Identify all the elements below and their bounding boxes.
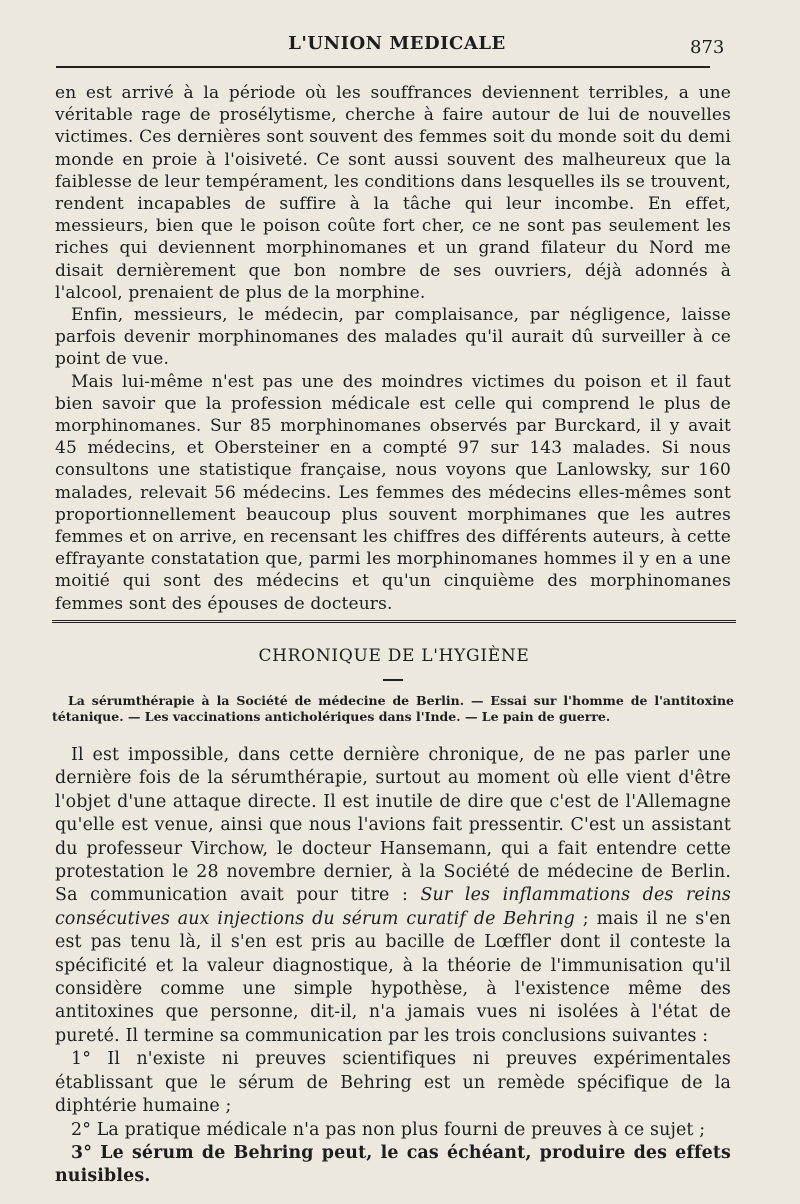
- section-summary: La sérumthérapie à la Société de médecine de Berlin. — Essai sur l'homme de l'antitoxine tétanique. — Les vaccinations anticholériques dans l'Inde. — Le pain de guerre.: [52, 693, 734, 724]
- chronicle-body: [55, 744, 731, 1189]
- paragraph-serumtherapy-rest: ; mais il ne s'en est pas tenu là, il s'en est pris au bacille de Lœffler dont il conteste la spécificité et la valeur diagnostique, à la théorie de l'immunisation qu'il considère comme une simple hypothèse, à l'existence même des antitoxines que personne, dit-il, n'a jamais vues ni isolées à l'état de pureté. Il termine sa communication par les trois conclusions suivantes :: [55, 908, 731, 1046]
- page-number: 873: [690, 37, 725, 58]
- paragraph-serumtherapy-intro: Il est impossible, dans cette dernière chronique, de ne pas parler une dernière fois de la sérumthérapie, surtout au moment où elle vient d'être l'objet d'une attaque directe. Il est inutile de dire que c'est de l'Allemagne qu'elle est venue, ainsi que nous l'avions fait pressentir. C'est un assistant du professeur Virchow, le docteur Hansemann, qui a fait entendre cette protestation le 28 novembre dernier, à la Société de médecine de Berlin. Sa communication avait pour titre :: [55, 745, 731, 906]
- section-title: CHRONIQUE DE L'HYGIÈNE: [258, 646, 530, 666]
- title-dash: [383, 679, 403, 681]
- paragraph-proselytism: en est arrivé à la période où les souffrances deviennent terribles, a une véritable rage de prosélytisme, cherche à faire autour de lui de nouvelles victimes. Ces dernières sont souvent des femmes soit du monde soit du demi monde en proie à l'oisiveté. Ce sont aussi souvent des malheureux que la faiblesse de leur tempérament, les conditions dans lesquelles ils se trouvent, rendent incapables de suffire à la tâche qui leur incombe. En effet, messieurs, bien que le poison coûte fort cher, ce ne sont pas seulement les riches qui deviennent morphinomanes et un grand filateur du Nord me disait dernièrement que bon nombre de ses ouvriers, déjà adonnés à l'alcool, prenaient de plus de la morphine.: [55, 83, 731, 303]
- header-rule: [56, 66, 710, 68]
- paragraph-physician-statistics: Mais lui-même n'est pas une des moindres victimes du poison et il faut bien savoir que la profession médicale est celle qui comprend le plus de morphinomanes. Sur 85 morphinomanes observés par Burckard, il y avait 45 médecins, et Obersteiner en a compté 97 sur 143 malades. Si nous consultons une statistique française, nous voyons que Lanlowsky, sur 160 malades, relevait 56 médecins. Les femmes des médecins elles-mêmes sont proportionnellement beaucoup plus souvent morphimanes que les autres femmes et on arrive, en recensant les chiffres des différents auteurs, à cette effrayante constatation que, parmi les morphinomanes hommes il y en a une moitié qui sont des médecins et qu'un cinquième des morphinomanes femmes sont des épouses de docteurs.: [55, 371, 731, 614]
- running-header-title: L'UNION MEDICALE: [288, 33, 506, 54]
- article-continuation: [55, 82, 731, 615]
- paragraph-serumtherapy: [55, 744, 731, 1048]
- conclusion-3: 3° Le sérum de Behring peut, le cas échéant, produire des effets nuisibles.: [55, 1142, 731, 1187]
- conclusion-2: 2° La pratique médicale n'a pas non plus fourni de preuves à ce sujet ;: [71, 1119, 706, 1140]
- section-divider: [52, 620, 736, 623]
- conclusion-1: 1° Il n'existe ni preuves scientifiques ni preuves expérimentales établissant que le sérum de Behring est un remède spécifique de la diphtérie humaine ;: [55, 1049, 731, 1117]
- communication-title: Sur les inflammations des reins consécutives aux injections du sérum curatif de Behring: [55, 885, 731, 929]
- paragraph-physician-negligence: Enfin, messieurs, le médecin, par complaisance, par négligence, laisse parfois devenir morphinomanes des malades qu'il aurait dû surveiller à ce point de vue.: [55, 305, 731, 370]
